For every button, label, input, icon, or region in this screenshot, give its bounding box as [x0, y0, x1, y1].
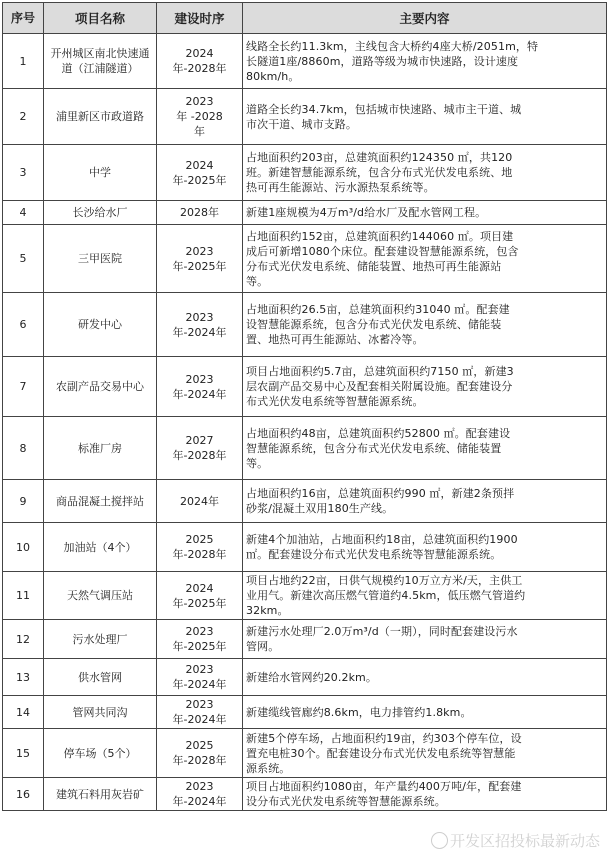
row-number: 10	[3, 523, 44, 572]
schedule-line: 2023	[185, 780, 214, 793]
schedule-line: 2024	[185, 581, 214, 595]
schedule-line: 2028年	[180, 206, 219, 219]
table-row	[3, 201, 607, 225]
project-content	[243, 778, 607, 811]
schedule-line: 年-2024年	[172, 325, 227, 339]
project-name: 停车场（5个）	[44, 729, 157, 778]
content-line: 分布式光伏发电系统、储能装置、地热可再生能源站	[246, 259, 502, 273]
project-name: 商品混凝土搅拌站	[44, 480, 157, 523]
project-name: 农副产品交易中心	[44, 357, 157, 417]
content-line: 置、地热可再生能源站、冰蓄冷等。	[246, 333, 424, 346]
content-line: 源系统。	[246, 761, 291, 775]
construction-schedule	[157, 34, 243, 89]
row-number: 1	[3, 34, 44, 89]
table-row	[3, 572, 607, 620]
row-number: 16	[3, 778, 44, 811]
row-number: 6	[3, 293, 44, 357]
project-name: 浦里新区市政道路	[44, 89, 157, 145]
construction-schedule	[157, 417, 243, 480]
content-line: 项目占地面积约1080亩，年产量约400万吨/年，配套建	[246, 780, 522, 793]
content-line: 项目占地面积约5.7亩，总建筑面积约7150 ㎡，新建3	[246, 365, 514, 378]
project-content	[243, 293, 607, 357]
content-line: 市次干道、城市支路。	[246, 117, 357, 131]
project-content	[243, 572, 607, 620]
schedule-line: 2027	[185, 434, 214, 447]
construction-schedule	[157, 659, 243, 696]
table-row	[3, 417, 607, 480]
schedule-line: 年-2028年	[172, 449, 227, 462]
table-row	[3, 89, 607, 145]
wechat-logo-icon	[431, 832, 448, 849]
schedule-line: 年-2028年	[172, 548, 227, 561]
project-name: 天然气调压站	[44, 572, 157, 620]
schedule-line: 年	[194, 125, 205, 138]
content-line: 置充电桩30个。配套建设分布式光伏发电系统等智慧能	[246, 746, 516, 760]
schedule-line: 年-2025年	[172, 596, 227, 610]
content-line: 占地面积约48亩，总建筑面积约52800 ㎡。配套建设	[246, 426, 511, 440]
watermark-text: 开发区招投标最新动态	[449, 832, 600, 850]
project-name: 管网共同沟	[44, 696, 157, 729]
schedule-line: 2023	[185, 244, 214, 258]
project-content	[243, 34, 607, 89]
project-content	[243, 201, 607, 225]
construction-schedule	[157, 357, 243, 417]
table-row	[3, 620, 607, 659]
construction-schedule	[157, 89, 243, 145]
schedule-line: 2024	[185, 47, 214, 60]
table-row	[3, 659, 607, 696]
content-line: 线路全长约11.3km，主线包含大桥约4座大桥/2051m，特	[246, 39, 539, 53]
content-line: 占地面积约152亩，总建筑面积约144060 ㎡。项目建	[246, 229, 514, 243]
row-number: 12	[3, 620, 44, 659]
project-content	[243, 357, 607, 417]
table-row	[3, 225, 607, 293]
content-line: ㎡。配套建设分布式光伏发电系统等智慧能源系统。	[246, 548, 502, 561]
content-line: 智慧能源系统，包含分布式光伏发电系统、储能装置	[246, 441, 502, 455]
construction-schedule	[157, 480, 243, 523]
construction-schedule	[157, 201, 243, 225]
row-number: 2	[3, 89, 44, 145]
construction-schedule	[157, 225, 243, 293]
schedule-line: 年-2024年	[172, 678, 227, 691]
row-number: 14	[3, 696, 44, 729]
row-number: 9	[3, 480, 44, 523]
content-line: 业用气。新建次高压燃气管道约4.5km，低压燃气管道约	[246, 589, 526, 602]
construction-schedule	[157, 696, 243, 729]
header-time: 建设时序	[157, 3, 243, 34]
project-name: 长沙给水厂	[44, 201, 157, 225]
table-row	[3, 523, 607, 572]
construction-schedule	[157, 778, 243, 811]
project-content	[243, 480, 607, 523]
table-row	[3, 696, 607, 729]
content-line: 道路全长约34.7km，包括城市快速路、城市主干道、城	[246, 102, 522, 116]
content-line: 32km。	[246, 604, 289, 617]
project-content	[243, 523, 607, 572]
table-row	[3, 293, 607, 357]
content-line: 80km/h。	[246, 69, 300, 83]
header-row	[3, 3, 607, 34]
schedule-line: 年-2025年	[172, 259, 227, 273]
content-line: 新建5个停车场，占地面积约19亩，约303个停车位，设	[246, 731, 522, 745]
construction-schedule	[157, 572, 243, 620]
content-line: 长隧道1座/8860m，道路等级为城市快速路，设计速度	[246, 54, 519, 68]
project-content	[243, 620, 607, 659]
schedule-line: 2023	[185, 95, 214, 108]
content-line: 砂浆/混凝土双用180生产线。	[246, 502, 394, 515]
content-line: 热可再生能源站、污水源热泵系统等。	[246, 181, 435, 194]
header-no: 序号	[3, 3, 44, 34]
project-name: 供水管网	[44, 659, 157, 696]
header-name: 项目名称	[44, 3, 157, 34]
row-number: 13	[3, 659, 44, 696]
row-number: 7	[3, 357, 44, 417]
row-number: 8	[3, 417, 44, 480]
content-line: 新建4个加油站，占地面积约18亩，总建筑面积约1900	[246, 533, 518, 546]
project-content	[243, 225, 607, 293]
schedule-line: 年-2025年	[172, 640, 227, 653]
construction-schedule	[157, 729, 243, 778]
content-line: 管网。	[246, 640, 280, 653]
table-row	[3, 357, 607, 417]
schedule-line: 年-2024年	[172, 387, 227, 401]
schedule-line: 2024年	[180, 494, 219, 508]
header-content: 主要内容	[243, 3, 607, 34]
content-line: 占地面积约26.5亩，总建筑面积约31040 ㎡。配套建	[246, 303, 510, 316]
construction-schedule	[157, 523, 243, 572]
table-row	[3, 145, 607, 201]
project-name: 加油站（4个）	[44, 523, 157, 572]
project-content	[243, 659, 607, 696]
construction-schedule	[157, 145, 243, 201]
project-content	[243, 89, 607, 145]
project-name: 研发中心	[44, 293, 157, 357]
project-name: 标准厂房	[44, 417, 157, 480]
content-line: 项目占地约22亩，日供气规模约10万立方米/天，主供工	[246, 574, 523, 587]
project-name: 中学	[44, 145, 157, 201]
project-content	[243, 696, 607, 729]
schedule-line: 2023	[185, 625, 214, 638]
project-name: 污水处理厂	[44, 620, 157, 659]
content-line: 设智慧能源系统，包含分布式光伏发电系统、储能装	[246, 318, 502, 331]
content-line: 设分布式光伏发电系统等智慧能源系统。	[246, 795, 446, 808]
row-number: 5	[3, 225, 44, 293]
construction-schedule	[157, 293, 243, 357]
content-line: 等。	[246, 274, 269, 288]
watermark	[431, 830, 600, 851]
schedule-line: 年-2028年	[172, 62, 227, 75]
content-line: 班。新建智慧能源系统，包含分布式光伏发电系统、地	[246, 166, 513, 179]
content-line: 等。	[246, 456, 269, 470]
content-line: 新建给水管网约20.2km。	[246, 670, 377, 684]
content-line: 层农副产品交易中心及配套相关附属设施。配套建设分	[246, 380, 513, 393]
schedule-line: 年-2024年	[172, 795, 227, 808]
content-line: 布式光伏发电系统等智慧能源系统。	[246, 395, 424, 408]
table-row	[3, 778, 607, 811]
project-name: 开州城区南北快速通道（江浦隧道）	[44, 34, 157, 89]
content-line: 新建污水处理厂2.0万m³/d（一期），同时配套建设污水	[246, 625, 518, 638]
content-line: 占地面积约16亩，总建筑面积约990 ㎡，新建2条预拌	[246, 487, 515, 500]
schedule-line: 2023	[185, 310, 214, 324]
schedule-line: 2023	[185, 698, 214, 711]
content-line: 新建缆线管廊约8.6km，电力排管约1.8km。	[246, 705, 472, 719]
schedule-line: 2025	[185, 533, 214, 546]
project-content	[243, 145, 607, 201]
row-number: 11	[3, 572, 44, 620]
project-content	[243, 729, 607, 778]
schedule-line: 年-2028年	[172, 754, 227, 767]
schedule-line: 年 -2028	[176, 110, 223, 123]
project-name: 三甲医院	[44, 225, 157, 293]
schedule-line: 2023	[185, 372, 214, 386]
construction-schedule	[157, 620, 243, 659]
row-number: 4	[3, 201, 44, 225]
schedule-line: 年-2025年	[172, 173, 227, 187]
table-row	[3, 729, 607, 778]
row-number: 15	[3, 729, 44, 778]
row-number: 3	[3, 145, 44, 201]
project-table	[2, 2, 607, 811]
table-row	[3, 34, 607, 89]
schedule-line: 2023	[185, 663, 214, 676]
schedule-line: 2024	[185, 158, 214, 172]
content-line: 成后可新增1080个床位。配套建设智慧能源系统，包含	[246, 244, 519, 258]
content-line: 新建1座规模为4万m³/d给水厂及配水管网工程。	[246, 206, 487, 219]
project-name: 建筑石料用灰岩矿	[44, 778, 157, 811]
content-line: 占地面积约203亩，总建筑面积约124350 ㎡，共120	[246, 151, 513, 164]
table-row	[3, 480, 607, 523]
schedule-line: 年-2024年	[172, 713, 227, 726]
schedule-line: 2025	[185, 739, 214, 752]
project-content	[243, 417, 607, 480]
